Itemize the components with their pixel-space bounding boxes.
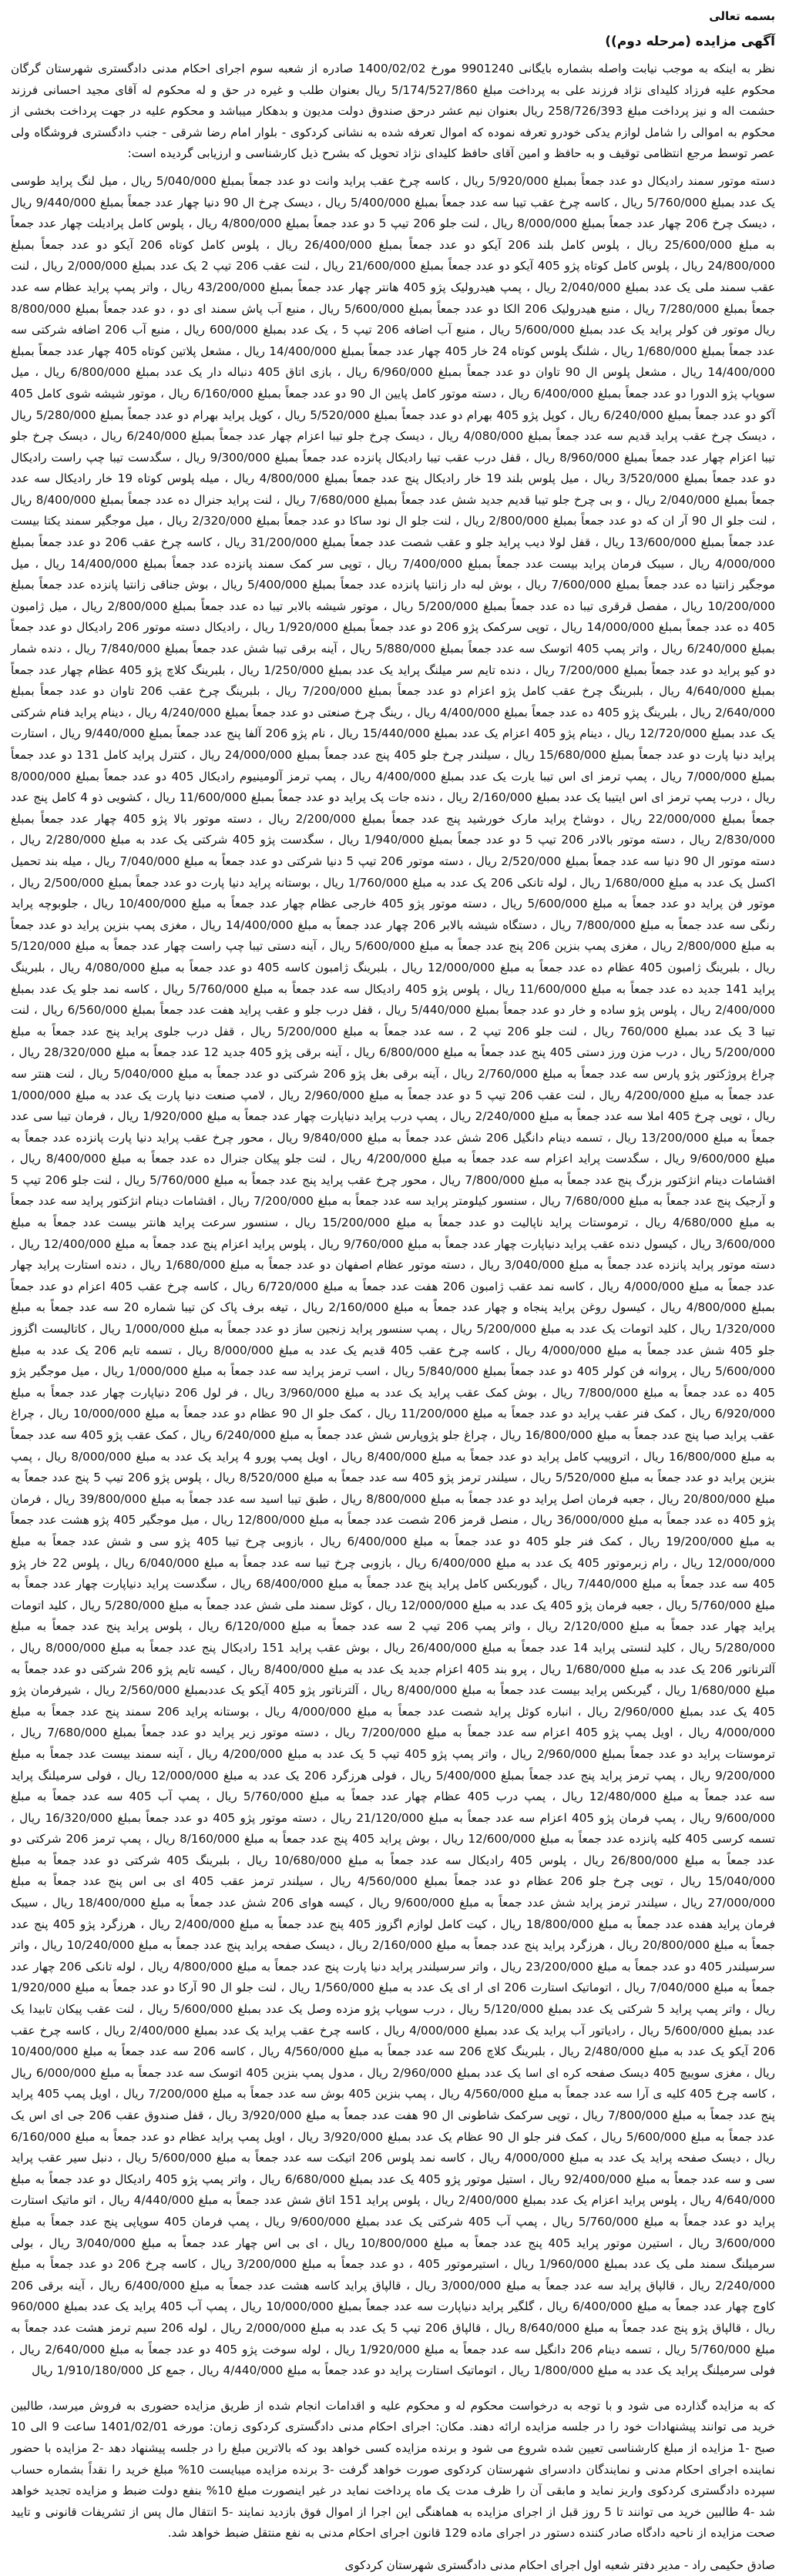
notice-opening: بسمه تعالی bbox=[709, 9, 775, 23]
notice-conditions-paragraph: که به مزایده گذارده می شود و با توجه به درخواست محکوم له و محکوم علیه و اقدامات انجام شده از طریق مزایده حضوری به فروش میرسد، طالبین خرید می توانند پیشنهادات خود را در جلسه مزایده ارائه دهند. مکان: اجرای احکام مدنی دادگستری کردکوی زمان: مورخه 1401/02/01 ساعت 9 الی 10 صبح -1 مزایده از مبلغ کارشناسی تعیین شده شروع می شود و برنده مزایده کسی خواهد بود که بالاترین مبلغ را در جلسه پیشنهاد دهد -2 مزایده با حضور نماینده اجرای احکام مدنی و نمایندگان دادسرای شهرستان کردکوی صورت خواهد گرفت -3 برنده مزایده میبایست 10% مبلغ خرید را نقداً بشماره حساب سپرده دادگستری کردکوی واریز نماید و مابقی آن را ظرف مدت یک ماه پرداخت نماید در غیر اینصورت مبلغ 10% بنفع دولت ضبط و مزایده تجدید خواهد شد -4 طالبین خرید می توانند تا 5 روز قبل از اجرای مزایده به هماهنگی این اجرا از اموال فوق بازدید نمایند -5 انتقال مال پس از تشریفات قانونی و تایید صحت مزایده از ناحیه دادگاه صادر کننده دستور در اجرای ماده 129 قانون اجرای احکام مدنی به نفع منتقل ضبط خواهد شد. bbox=[11, 2398, 776, 2541]
notice-signature: صادق حکیمی راد - مدیر دفتر شعبه اول اجرای احکام مدنی دادگستری شهرستان کردکوی bbox=[344, 2558, 775, 2572]
notice-intro-paragraph: نظر به اینکه به موجب نیابت واصله بشماره بایگانی 9901240 مورخ 1400/02/02 صادره از شعبه سوم اجرای احکام مدنی دادگستری شهرستان گرگان محکوم علیه فرزاد کلیدای نژاد فرزند علی به پرداخت مبلغ 5/174/527/860 ریال بعنوان طلب و غیره در حق و له محکوم له آقای مجید احسانی فرزند حشمت اله و نیز پرداخت مبلغ 258/726/393 ریال بعنوان نیم عشر درحق صندوق دولت مدیون و بدهکار میباشد و محکوم علیه در جهت پرداخت بخشی از محکوم به اموالی را شامل لوازم یدکی خودرو تعرفه نموده که اموال تعرفه شده به نشانی کردکوی - بلوار امام رضا شرقی - جنب دادگستری فروشگاه ولی عصر توسط مرجع انتظامی توقیف و به حافظ و امین آقای حافظ کلیدای نژاد تحویل که بشرح ذیل کارشناسی و ارزیابی گردیده است: bbox=[11, 62, 776, 161]
notice-title: آگهی مزایده (مرحله دوم)) bbox=[605, 34, 775, 49]
notice-items-paragraph: دسته موتور سمند رادیکال دو عدد جمعاً بمبلغ 5/920/000 ریال ، کاسه چرخ عقب پراید وانت دو عدد جمعاً بمبلغ 5/040/000 ریال ، میل لنگ پراید طوسی یک عدد بمبلغ 5/760/000 ریال ، کاسه چرخ عقب تیبا سه عدد جمعاً بمبلغ 5/400/000 ریال ، دیسک چرخ ال 90 دنیا چهار عدد جمعاً بمبلغ 9/440/000 ریال ، دیسک چرخ 206 چهار عدد جمعاً بمبلغ 8/000/000 ریال ، لنت جلو 206 تیپ 5 دو عدد جمعاً بمبلغ 4/800/000 ریال ، پلوس کامل پرادیلت چهار عدد جمعاً به مبلغ 25/600/000 ریال ، پلوس کامل بلند 206 آیکو دو عدد جمعاً بمبلغ 26/400/000 ریال ، پلوس کامل کوتاه 206 آیکو دو عدد جمعاً بمبلغ 24/800/000 ریال ، پلوس کامل کوتاه پژو 405 آیکو دو عدد جمعاً بمبلغ 21/600/000 ریال ، لنت عقب 206 تیپ 2 یک عدد بمبلغ 2/000/000 ریال ، لنت عقب سمند ملی یک عدد بمبلغ 2/040/000 ریال ، پمپ هیدرولیک پژو 405 هانتر چهار عدد جمعاً بمبلغ 43/200/000 ریال ، واتر پمپ پراید عظام سه عدد جمعاً بمبلغ 7/280/000 ریال ، منبع هیدرولیک 206 الکا دو عدد جمعاً بمبلغ 5/600/000 ریال ، منبع آب پاش سمند ای دو ، دو عدد جمعاً بمبلغ 8/800/000 ریال موتور فن کولر پراید یک عدد بمبلغ 5/600/000 ریال ، منبع آب اضافه 206 تیپ 5 ، یک عدد بمبلغ 600/000 ریال ، منبع آب 206 اضافه شرکتی سه عدد جمعاً بمبلغ 1/680/000 ریال ، شلنگ پلوس کوتاه 24 خار 405 چهار عدد جمعاً بمبلغ 14/400/000 ریال ، مشعل پلاتین کوتاه 405 چهار عدد جمعاً بمبلغ 14/400/000 ریال ، مشعل پلوس ال 90 تاوان دو عدد جمعاً بمبلغ 6/960/000 ریال ، بازی اتاق 405 دنباله دار یک عدد بمبلغ 6/800/000 ریال ، میل سوپاپ پژو الدورا دو عدد جمعاً بمبلغ 6/400/000 ریال ، دسته موتور کامل پایین ال 90 دو عدد جمعاً بمبلغ 6/160/000 ریال ، موتور شیشه شوی کامل 405 آکو دو عدد جمعاً بمبلغ 6/240/000 ریال ، کوپل پژو 405 بهرام دو عدد جمعاً بمبلغ 5/520/000 ریال ، کوپل پراید بهرام دو عدد جمعاً بمبلغ 5/280/000 ریال ، دیسک چرخ عقب پراید قدیم سه عدد جمعاً بمبلغ 4/080/000 ریال ، دیسک چرخ جلو تیبا اعزام چهار عدد جمعاً بمبلغ 6/240/000 ریال ، دیسک چرخ جلو تیبا اعزام چهار عدد جمعاً بمبلغ 8/960/000 ریال ، قفل درب عقب تیبا رادیکال پانزده عدد جمعاً بمبلغ 9/300/000 ریال ، سگدست تیبا چپ راست رادیکال دو عدد جمعاً بمبلغ 3/520/000 ریال ، میل پلوس بلند 19 خار رادیکال پنج عدد جمعاً بمبلغ 4/800/000 ریال ، میله پلوس کوتاه 19 خار رادیکال سه عدد جمعاً بمبلغ 2/040/000 ریال ، و بی چرخ جلو تیبا قدیم جدید شش عدد جمعاً بمبلغ 7/680/000 ریال ، لنت پراید جنرال ده عدد جمعاً بمبلغ 8/400/000 ریال ، لنت جلو ال 90 آر ان که دو عدد جمعاً بمبلغ 2/800/000 ریال ، لنت جلو ال نود ساکا دو عدد جمعاً بمبلغ 2/320/000 ریال ، میل موجگیر سمند یکتا بیست عدد جمعاً بمبلغ 13/600/000 ریال ، قفل لولا دیب پراید جلو و عقب شصت عدد جمعاً بمبلغ 31/200/000 ریال ، کاسه چرخ عقب 206 دو عدد جمعاً بمبلغ 4/000/000 ریال ، سیبک فرمان پراید بیست عدد جمعاً بمبلغ 7/400/000 ریال ، توپی سر کمک سمند پانزده عدد جمعاً بمبلغ 14/400/000 ریال ، میل موجگیر زانتیا ده عدد جمعاً بمبلغ 7/600/000 ریال ، بوش لبه دار زانتیا پانزده عدد جمعاً بمبلغ 5/400/000 ریال ، بوش جناقی زانتیا پانزده عدد جمعاً بمبلغ 10/200/000 ریال ، مفصل قرقری تیبا ده عدد جمعاً بمبلغ 5/200/000 ریال ، موتور شیشه بالابر تیبا ده عدد جمعاً بمبلغ 2/800/000 ریال ، میل ژامبون 405 ده عدد جمعاً بمبلغ 14/000/000 ریال ، توپی سرکمک پژو 206 دو عدد جمعاً بمبلغ 1/920/000 ریال ، رادیکال دسته موتور 206 رادیکال دو عدد جمعاً بمبلغ 6/240/000 ریال ، واتر پمپ 405 اتوسک سه عدد جمعاً بمبلغ 5/880/000 ریال ، آینه برقی تیبا شش عدد جمعاً بمبلغ 7/840/000 ریال ، دنده شمار دو کیو پراید دو عدد جمعاً بمبلغ 7/200/000 ریال ، دنده تایم سر میلنگ پراید یک عدد بمبلغ 1/250/000 ریال ، بلبرینگ کلاچ پژو 405 عظام چهار عدد جمعاً بمبلغ 4/640/000 ریال ، بلبرینگ چرخ عقب کامل پژو اعزام دو عدد جمعاً بمبلغ 7/200/000 ریال ، بلبرینگ چرخ عقب 206 تاوان دو عدد جمعاً بمبلغ 2/640/000 ریال ، بلبرینگ پژو 405 ده عدد جمعاً بمبلغ 4/400/000 ریال ، رینگ چرخ صنعتی دو عدد جمعاً بمبلغ 4/240/000 ریال ، دینام پراید فنام شرکتی یک عدد بمبلغ 12/720/000 ریال ، دینام پژو 405 اعزام یک عدد بمبلغ 15/440/000 ریال ، نام پژو 206 آلفا پنج عدد جمعاً بمبلغ 9/440/000 ریال ، استارت پراید دنیا پارت دو عدد جمعاً بمبلغ 15/680/000 ریال ، سیلندر چرخ جلو 405 پنج عدد جمعاً بمبلغ 24/000/000 ریال ، کنترل پراید کامل 131 دو عدد جمعاً بمبلغ 7/000/000 ریال ، پمپ ترمز ای اس تیبا یارت یک عدد بمبلغ 4/400/000 ریال ، پمپ ترمز آلومینیوم رادیکال 405 دو عدد جمعاً بمبلغ 8/000/000 ریال ، درب پمپ ترمز ای اس ایتیبا یک عدد بمبلغ 2/160/000 ریال ، دنده جات پک پراید دو عدد جمعاً بمبلغ 11/600/000 ریال ، کشویی ذو 4 کامل پنج عدد جمعاً بمبلغ 22/000/000 ریال ، دوشاخ پراید مارک خورشید پنج عدد جمعاً بمبلغ 2/200/000 ریال ، دسته موتور بالا پژو 405 چهار عدد جمعاً بمبلغ 2/830/000 ریال ، دسته موتور بالادر 206 تیپ 5 دو عدد جمعاً بمبلغ 1/940/000 ریال ، سگدست پژو 405 شرکتی یک عدد به مبلغ 2/280/000 ریال ، دسته موتور ال 90 دنیا سه عدد جمعاً بمبلغ 2/520/000 ریال ، دسته موتور 206 تیپ 5 دنیا شرکتی دو عدد جمعاً به مبلغ 7/040/000 ریال ، میله بند تحمیل اکسل یک عدد به مبلغ 1/680/000 ریال ، لوله تانکی 206 یک عدد به مبلغ 1/760/000 ریال ، بوستانه پراید دنیا پارت دو عدد جمعاً بمبلغ 2/500/000 ریال ، موتور فن پراید دو عدد جمعاً به مبلغ 5/600/000 ریال ، دسته موتور پژو 405 خارجی عظام چهار عدد جمعاً به مبلغ 10/400/000 ریال ، جلوبوچه پراید رنگی سه عدد جمعاً به مبلغ 7/800/000 ریال ، دستگاه شیشه بالابر 206 چهار عدد جمعاً به مبلغ 14/400/000 ریال ، مغزی پمپ بنزین پراید دو عدد جمعاً به مبلغ 2/800/000 ریال ، مغزی پمپ بنزین 206 پنج عدد جمعاً به مبلغ 5/600/000 ریال ، آینه دستی تیبا چپ راست چهار عدد جمعاً به مبلغ 5/120/000 ریال ، بلبرینگ ژامبون 405 عظام ده عدد جمعاً به مبلغ 12/000/000 ریال ، بلبرینگ ژامبون کاسه 405 دو عدد جمعاً به مبلغ 4/080/000 ریال ، بلبرینگ پراید 141 جدید ده عدد جمعاً به مبلغ 11/600/000 ریال ، پلوس پژو 405 رادیکال سه عدد جمعاً به مبلغ 5/760/000 ریال ، کاسه نمد جلو یک عدد بمبلغ 2/400/000 ریال ، پلوس پژو ساده و خار دو عدد جمعاً بمبلغ 5/440/000 ریال ، قفل درب جلو و عقب پراید هفت عدد جمعاً بمبلغ 6/560/000 ریال ، لنت تیبا 3 یک عدد بمبلغ 760/000 ریال ، لنت جلو 206 تیپ 2 ، سه عدد جمعاً به مبلغ 5/200/000 ریال ، قفل درب جلوی پراید پنج عدد جمعاً به مبلغ 5/200/000 ریال ، درب مزن ورز دستی 405 پنج عدد جمعاً به مبلغ 6/800/000 ریال ، آینه برقی پژو 405 جدید 12 عدد جمعاً به مبلغ 28/320/000 ریال ، چراغ پروژکتور پژو پارس سه عدد جمعاً به مبلغ 2/760/000 ریال ، آینه برقی بغل پژو 206 شرکتی دو عدد جمعاً به مبلغ 5/040/000 ریال ، لنت هنتر سه عدد جمعاً به مبلغ 4/200/000 ریال ، لنت عقب 206 تیپ 5 دو عدد جمعاً به مبلغ 2/960/000 ریال ، لامپ صنعت دنیا پارت یک عدد به مبلغ 1/000/000 ریال ، توپی چرخ 405 املا سه عدد جمعاً به مبلغ 2/240/000 ریال ، پمپ درب پراید دنیاپارت چهار عدد جمعاً به مبلغ 1/920/000 ریال ، فرمان تیبا سی عدد جمعاً به مبلغ 13/200/000 ریال ، تسمه دینام دانگیل 206 شش عدد جمعاً به مبلغ 9/840/000 ریال ، محور چرخ عقب پراید دنیا پارت پانزده عدد جمعاً به مبلغ 9/600/000 ریال ، سگدست پراید اعزام سه عدد جمعاً به مبلغ 4/200/000 ریال ، لنت جلو پیکان جنرال ده عدد جمعاً به مبلغ 8/400/000 ریال ، اقشامات دینام انژکتور بزرگ پنج عدد جمعاً به مبلغ 7/800/000 ریال ، محور چرخ عقب پراید پنج عدد جمعاً به مبلغ 5/760/000 ریال ، لنت جلو 206 تیپ 5 و آرجیک پنج عدد جمعاً به مبلغ 7/680/000 ریال ، سنسور کیلومتر پراید سه عدد جمعاً به مبلغ 7/200/000 ریال ، اقشامات دینام انژکتور پراید سه عدد جمعاً به مبلغ 4/680/000 ریال ، ترموستات پراید ناپالیت دو عدد جمعاً به مبلغ 15/200/000 ریال ، سنسور سرعت پراید هانتر بیست عدد جمعاً به مبلغ 3/600/000 ریال ، کیسول دنده عقب پراید دنیاپارت چهار عدد جمعاً به مبلغ 9/760/000 ریال ، پلوس پراید اعزام پنج عدد جمعاً به مبلغ 12/400/000 ریال ، دسته موتور پراید پانزده عدد جمعاً به مبلغ 3/040/000 ریال ، دسته موتور عظام اصفهان دو عدد جمعاً به مبلغ 1/680/000 ریال ، دنده استارت پراید چهار عدد جمعاً به مبلغ 4/000/000 ریال ، کاسه نمد عقب ژامبون 206 هفت عدد جمعاً به مبلغ 6/720/000 ریال ، کاسه چرخ عقب 405 اعزام دو عدد جمعاً بمبلغ 4/800/000 ریال ، کیسول روغن پراید پنجاه و چهار عدد جمعاً به مبلغ 2/160/000 ریال ، تیغه برف پاک کن تیبا شماره 20 سه عدد جمعاً به مبلغ 1/320/000 ریال ، کلید اتومات یک عدد به مبلغ 5/200/000 ریال ، پمپ سنسور پراید زنجین ساز دو عدد جمعاً به مبلغ 1/000/000 ریال ، کاتالیست اگزوز جلو 405 شش عدد جمعاً به مبلغ 4/000/000 ریال ، کاسه چرخ عقب 405 قدیم یک عدد به مبلغ 8/000/000 ریال ، تسمه تایم 206 یک عدد به مبلغ 5/600/000 ریال ، پروانه فن کولر 405 دو عدد جمعاً بمبلغ 5/840/000 ریال ، اسب ترمز پراید سه عدد جمعاً به مبلغ 1/000/000 ریال ، میل موجگیر پژو 405 ده عدد جمعاً به مبلغ 7/800/000 ریال ، بوش کمک عقب پراید یک عدد به مبلغ 3/960/000 ریال ، فر لول 206 دنیاپارت چهار عدد جمعاً به مبلغ 6/920/000 ریال ، کمک فنر عقب پراید دو عدد جمعاً به مبلغ 11/200/000 ریال ، کمک جلو ال 90 عظام دو عدد جمعاً به مبلغ 10/000/000 ریال ، چراغ عقب پراید صبا پنج عدد جمعاً به مبلغ 16/800/000 ریال ، چراغ جلو پژوپارس شش عدد جمعاً به مبلغ 6/240/000 ریال ، کمک عقب پژو 405 سه عدد جمعاً به مبلغ 16/800/000 ریال ، اتروپیپ کامل پراید دو عدد جمعاً به مبلغ 8/400/000 ریال ، اویل پمپ پورو 4 پراید یک عدد به مبلغ 8/000/000 ریال ، پمپ بنزین پراید دو عدد جمعاً به مبلغ 5/520/000 ریال ، سیلندر ترمز پژو 405 سه عدد جمعاً به مبلغ 8/520/000 ریال ، پلوس پژو 206 تیپ 5 پنج عدد جمعاً به مبلغ 20/800/000 ریال ، جعبه فرمان اصل پراید دو عدد جمعاً به مبلغ 8/800/000 ریال ، طبق تیبا اسید سه عدد جمعاً به مبلغ 39/800/000 ریال ، فرمان پژو 405 ده عدد جمعاً به مبلغ 36/000/000 ریال ، منصل قرمز 206 شصت عدد جمعاً به مبلغ 12/800/000 ریال ، میل موجگیر 405 پژو هشت عدد جمعاً به مبلغ 19/200/000 ریال ، کمک فنر جلو 405 دو عدد جمعاً به مبلغ 6/400/000 ریال ، بازوبی چرخ تیبا 405 پژو سی و شش عدد جمعاً به مبلغ 12/000/000 ریال ، رام زبرموتور 405 یک عدد به مبلغ 6/400/000 ریال ، بازوبی چرخ تیبا سه عدد جمعاً به مبلغ 6/040/000 ریال ، پلوس 22 خار پژو 405 سه عدد جمعاً به مبلغ 7/440/000 ریال ، گیوربکس کامل پراید پنج عدد جمعاً به مبلغ 68/400/000 ریال ، سگدست پراید دنیاپارت چهار عدد جمعاً به مبلغ 5/760/000 ریال ، جعبه فرمان پژو 405 یک عدد به مبلغ 12/000/000 ریال ، کوئل سمند ملی شش عدد جمعاً به مبلغ 5/280/000 ریال ، کلید اتومات پراید چهار عدد جمعاً به مبلغ 2/120/000 ریال ، واتر پمپ 206 تیپ 2 سه عدد جمعاً به مبلغ 6/120/000 ریال ، پلوس پراید پنج عدد جمعاً به مبلغ 5/280/000 ریال ، کلید لنستی پراید 14 عدد جمعاً به مبلغ 26/400/000 ریال ، بوش عقب پراید 151 رادیکال پنج عدد جمعاً به مبلغ 8/000/000 ریال ، آلترناتور 206 یک عدد به مبلغ 1/680/000 ریال ، پرو بند 405 اعزام جدید یک عدد به مبلغ 8/400/000 ریال ، کیسه تایم پژو 206 شرکتی دو عدد جمعاً به مبلغ 1/680/000 ریال ، گیربکس پراید بیست عدد جمعاً به مبلغ 8/400/000 ریال ، آلترناتور پژو 405 آیکو یک عددبمبلغ 2/560/000 ریال ، شیرفرمان پژو 405 یک عدد بمبلغ 2/960/000 ریال ، انباره کوئل پراید شصت عدد جمعاً به مبلغ 4/000/000 ریال ، بوستانه پراید 206 سمند پنج عدد جمعاً به مبلغ 4/000/000 ریال ، اویل پمپ پژو 405 اعزام سه عدد جمعاً به مبلغ 7/200/000 ریال ، دسته موتور زیر پراید دو عدد جمعاً بمبلغ 7/680/000 ریال ، ترموستات پراید دو عدد جمعاً بمبلغ 2/960/000 ریال ، واتر پمپ پژو 405 تیپ 5 یک عدد به مبلغ 4/200/000 ریال ، آینه سمند بیست عدد جمعاً به مبلغ 9/200/000 ریال ، پمپ ترمز پراید پنج عدد جمعاً بمبلغ 5/400/000 ریال ، فولی هرزگرد 206 یک عدد به مبلغ 12/000/000 ریال ، فولی سرمیلنگ پراید سه عدد جمعاً به مبلغ 12/480/000 ریال ، پمپ درب 405 عظام چهار عدد جمعاً به مبلغ 5/760/000 ریال ، پمپ آب 405 سه عدد جمعاً به مبلغ 9/600/000 ریال ، پمپ فرمان پژو 405 اعزام سه عدد جمعاً به مبلغ 21/120/000 ریال ، دسته موتور پژو 405 دو عدد جمعاً بمبلغ 16/320/000 ریال ، تسمه کرسی 405 کلیه پانزده عدد جمعاً به مبلغ 12/600/000 ریال ، بوش پراید 405 پنج عدد جمعاً به مبلغ 8/160/000 ریال ، پمپ ترمز 206 شرکتی دو عدد جمعاً به مبلغ 26/800/000 ریال ، پلوس 405 رادیکال سه عدد جمعاً به مبلغ 10/680/000 ریال ، بلبرینگ 405 شرکتی دو عدد جمعاً به مبلغ 15/040/000 ریال ، توپی چرخ جلو 206 عظام دو عدد جمعاً بمبلغ 4/560/000 ریال ، سیلندر ترمز عقب 405 ای بی اس پنج عدد جمعاً به مبلغ 27/000/000 ریال ، سیلندر ترمز پراید شش عدد جمعاً به مبلغ 9/600/000 ریال ، کیسه هوای 206 شش عدد جمعاً به مبلغ 18/400/000 ریال ، سیبک فرمان پراید هفده عدد جمعاً به مبلغ 18/800/000 ریال ، کیت کامل لوازم اگزوز 405 پنج عدد جمعاً به مبلغ 2/400/000 ریال ، هرزگرد پژو 405 پنج عدد جمعاً به مبلغ 20/800/000 ریال ، هرزگرد پراید پنج عدد جمعاً به مبلغ 2/160/000 ریال ، دیسک صفحه پراید پنج عدد جمعاً به مبلغ 10/240/000 ریال ، واتر سرسیلندر 405 دو عدد جمعاً به مبلغ 23/200/000 ریال ، واتر سرسیلندر پراید دنیا پارت پنج عدد جمعاً به مبلغ 4/800/000 ریال ، لوله تانکی 206 چهار عدد جمعاً به مبلغ 7/040/000 ریال ، اتوماتیک استارت 206 ای ار ای یک عدد به مبلغ 1/560/000 ریال ، لنت جلو ال 90 آرکا دو عدد جمعاً به مبلغ 1/920/000 ریال ، واتر پمپ پراید 5 شرکتی یک عدد بمبلغ 5/120/000 ریال ، درب سوپاپ پژو مزده وصل یک عدد بمبلغ 5/600/000 ریال ، لنت عقب پیکان تابیدا یک عدد بمبلغ 5/600/000 ریال ، رادیاتور آب پراید یک عدد بمبلغ 4/000/000 ریال ، کاسه چرخ عقب پراید یک عدد بمبلغ 2/400/000 ریال ، کاسه چرخ عقب 206 آیکو یک عدد به مبلغ 2/480/000 ریال ، بلبرینگ کلاچ 206 سه عدد جمعاً به مبلغ 4/560/000 ریال ، کاسه 206 سه عدد جمعاً به مبلغ 10/400/000 ریال ، مغزی سوییچ 405 دیسک صفحه کره ای اسا یک عدد بمبلغ 2/960/000 ریال ، مدول پمپ بنزین 405 اتوسک سه عدد جمعاً به مبلغ 6/000/000 ریال ، کاسه چرخ 405 کلیه ی آرا سه عدد جمعاً به مبلغ 4/560/000 ریال ، پمپ بنزین 405 بوش سه عدد جمعاً به مبلغ 7/200/000 ریال ، اویل پمپ 405 پراید پنج عدد جمعاً به مبلغ 7/800/000 ریال ، توپی سرکمک شاطونی ال 90 هفت عدد جمعاً به مبلغ 3/920/000 ریال ، قفل صندوق عقب 206 جی ای اس یک عدد جمعاً به مبلغ 5/600/000 ریال ، کمک فنر جلو ال 90 عظام یک عدد بمبلغ 3/920/000 ریال ، اویل پمپ پراید عظام دو عدد جمعاً به مبلغ 6/160/000 ریال ، دیسک صفحه پراید یک عدد به مبلغ 4/000/000 ریال ، کاسه نمد پلوس 206 اتیکت سه عدد جمعاً به مبلغ 5/600/000 ریال ، دنبل سیر عقب پراید سی و سه عدد جمعاً به مبلغ 92/400/000 ریال ، استیل موتور پژو 405 یک عدد بمبلغ 6/680/000 ریال ، واتر پمپ پژو 405 رادیکال دو عدد جمعاً به مبلغ 4/640/000 ریال ، پلوس پراید اعزام یک عدد بمبلغ 2/400/000 ریال ، پلوس پراید 151 اتاق شش عدد جمعاً به مبلغ 4/440/000 ریال ، اتو ماتیک استارت پراید دو عدد جمعاً به مبلغ 5/760/000 ریال ، پمپ آب 405 شرکتی یک عدد بمبلغ 9/600/000 ریال ، پمپ فرمان 405 سوپاپی پنج عدد جمعاً به مبلغ 3/600/000 ریال ، استیرن موتور پراید 405 پنج عدد جمعاً به مبلغ 10/800/000 ریال ، ای بی اس چهار عدد جمعاً به مبلغ 3/040/000 ریال ، بولی سرمیلنگ سمند ملی یک عدد بمبلغ 1/960/000 ریال ، استیرموتور 405 ، دو عدد جمعاً به مبلغ 3/200/000 ریال ، کاسه چرخ 206 دو عدد جمعاً به مبلغ 2/240/000 ریال ، قالپاق پراید سه عدد جمعاً به مبلغ 3/000/000 ریال ، قالپاق پراید کاسه هشت عدد جمعاً به مبلغ 6/400/000 ریال ، آینه برقی 206 کاوج چهار عدد جمعاً به مبلغ 6/400/000 ریال ، گلگیر پراید دنیاپارت سه عدد جمعاً بمبلغ 10/000/000 ریال ، پمپ آب 405 پراید یک عدد بمبلغ 960/000 ریال ، قالپاق پژو پنج عدد جمعاً به مبلغ 8/640/000 ریال ، قالپاق 206 تیپ 5 یک عدد به مبلغ 2/000/000 ریال ، لوله 206 سیم ترمز هشت عدد جمعاً به مبلغ 5/760/000 ریال ، تسمه دینام 206 دانگیل سه عدد جمعاً به مبلغ 1/920/000 ریال ، لوله سوخت پژو 405 دو عدد جمعاً به مبلغ 2/640/000 ریال ، فولی سرمیلنگ پراید یک عدد به مبلغ 1/800/000 ریال ، اتوماتیک استارت پراید دو عدد جمعاً به مبلغ 4/440/000 ریال ، جمع کل 1/910/180/000 ریال bbox=[11, 173, 776, 2378]
